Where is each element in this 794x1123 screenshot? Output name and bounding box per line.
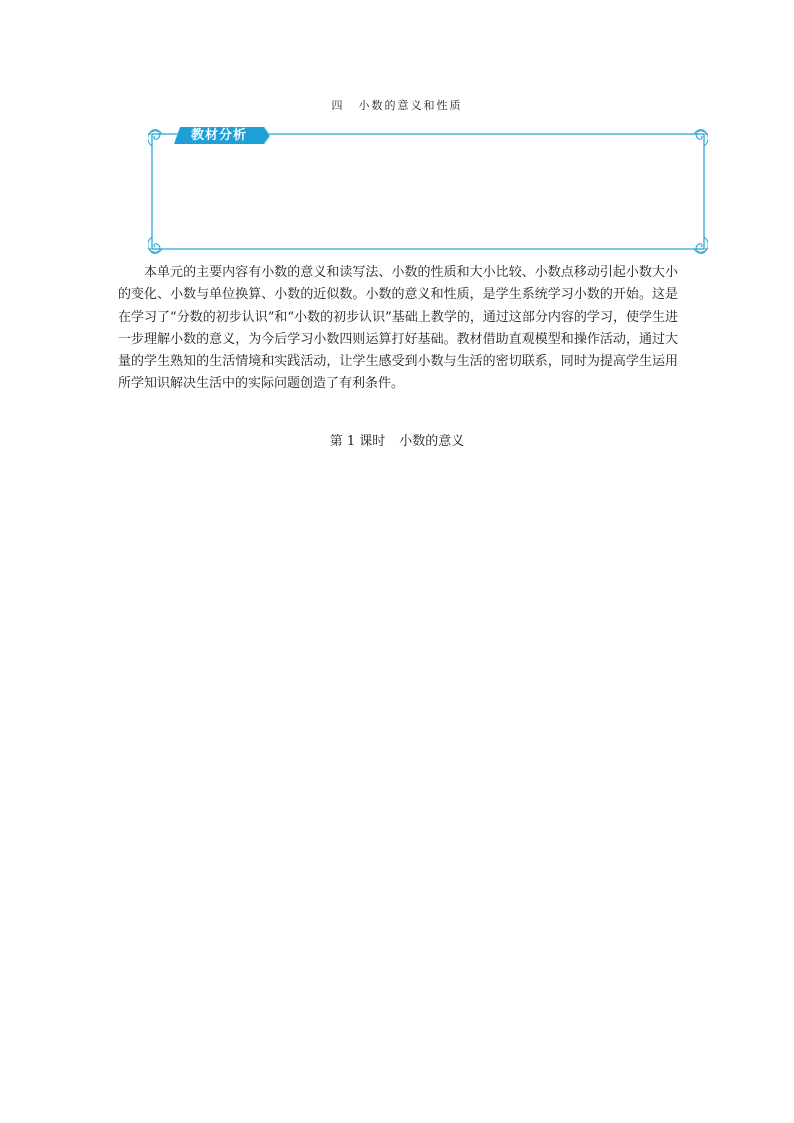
lesson-title: 小数的意义 (399, 434, 465, 449)
swirl-ornament-icon (148, 130, 162, 146)
analysis-paragraph: 本单元的主要内容有小数的意义和读写法、小数的性质和大小比较、小数点移动引起小数大小的变化、小数与单位换算、小数的近似数。小数的意义和性质，是学生系统学习小数的开始。这是在学习了“分数的初步认识”和“小数的初步认识”基础上教学的，通过这部分内容的学习，使学生进一步理解小数的意义，为今后学习小数四则运算打好基础。教材借助直观模型和操作活动，通过大量的学生熟知的生活情境和实践活动，让学生感受到小数与生活的密切联系，同时为提高学生运用所学知识解决生活中的实际问题创造了有利条件。 (118, 265, 678, 392)
lesson-heading (0, 430, 794, 449)
chapter-title: 小数的意义和性质 (358, 99, 463, 112)
chapter-number: 四 (331, 99, 345, 112)
lesson-number: 第 1 课时 (329, 434, 386, 449)
swirl-ornament-icon (694, 237, 708, 253)
analysis-frame (148, 128, 708, 255)
running-header (0, 97, 794, 113)
swirl-ornament-icon (148, 237, 162, 253)
swirl-ornament-icon (694, 130, 708, 146)
frame-border (148, 128, 708, 255)
section-tab-label: 教材分析 (190, 128, 247, 143)
section-tab (174, 127, 270, 144)
